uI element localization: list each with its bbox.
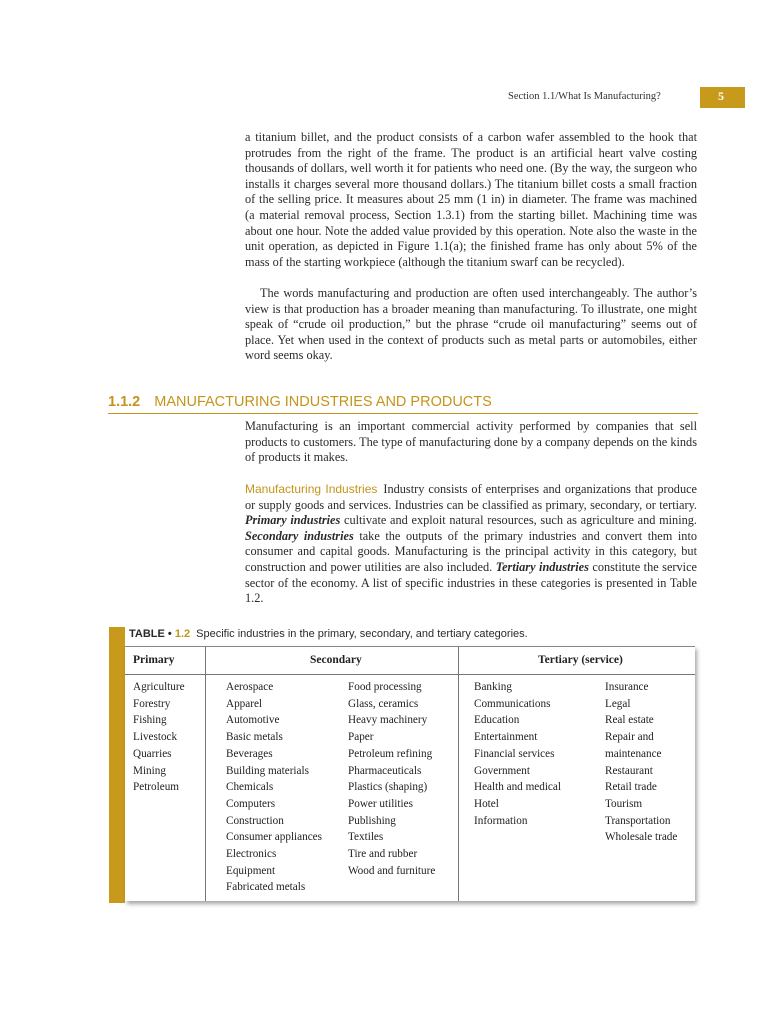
- list-item: Apparel: [226, 697, 263, 710]
- list-item: Heavy machinery: [348, 714, 428, 727]
- table-caption-text: Specific industries in the primary, secondary, and tertiary categories.: [196, 628, 528, 640]
- table-header-rule: [125, 674, 695, 675]
- list-item: Retail trade: [605, 781, 657, 794]
- secondary-industries-list: [348, 679, 435, 879]
- list-item: Beverages: [226, 747, 273, 760]
- key-term: Primary industries: [245, 513, 341, 528]
- section-title: MANUFACTURING INDUSTRIES AND PRODUCTS: [154, 394, 492, 410]
- list-item: Forestry: [133, 697, 171, 710]
- list-item: Livestock: [133, 731, 178, 744]
- list-item: Banking: [474, 681, 512, 693]
- list-item: Pharmaceuticals: [348, 764, 422, 777]
- page-number: 5: [718, 89, 724, 103]
- list-item: Repair and: [605, 731, 654, 744]
- table-header-primary: Primary: [133, 654, 175, 666]
- list-item: Communications: [474, 697, 551, 710]
- list-item: Quarries: [133, 747, 172, 760]
- secondary-industries-list: [226, 679, 322, 896]
- paragraph-text: constitute the service sector of the economy. A list of specific industries in these categories is presented in Table 1.2.: [245, 559, 697, 606]
- list-item: Hotel: [474, 797, 499, 810]
- list-item: Health and medical: [474, 781, 561, 794]
- list-item: Insurance: [605, 681, 649, 693]
- paragraph-text: Industry consists of enterprises and organizations that produce or supply goods and services. Industries can be classified as primary, secondary, or tertiary.: [245, 482, 698, 512]
- list-item: Basic metals: [226, 731, 283, 744]
- list-item: Automotive: [226, 714, 280, 727]
- list-item: Tire and rubber: [348, 848, 418, 861]
- body-paragraph: Manufacturing is an important commercial activity performed by companies that sell products to customers. The type of manufacturing done by a company depends on the kinds of products it makes.: [245, 419, 697, 465]
- list-item: Real estate: [605, 714, 654, 727]
- section-rule: [108, 413, 698, 414]
- list-item: Petroleum refining: [348, 747, 433, 760]
- key-term: Tertiary industries: [495, 559, 589, 574]
- section-number: 1.1.2: [108, 394, 141, 410]
- list-item: Publishing: [348, 814, 396, 827]
- paragraph-text: cultivate and exploit natural resources, such as agriculture and mining.: [340, 513, 697, 528]
- list-item: Information: [474, 814, 528, 827]
- list-item: Plastics (shaping): [348, 781, 428, 794]
- list-item: maintenance: [605, 747, 662, 760]
- list-item: Construction: [226, 814, 284, 827]
- list-item: Government: [474, 764, 530, 777]
- list-item: Chemicals: [226, 781, 274, 794]
- list-item: Financial services: [474, 747, 555, 760]
- running-head: Section 1.1/What Is Manufacturing?: [508, 91, 661, 102]
- list-item: Consumer appliances: [226, 831, 323, 844]
- list-item: Education: [474, 714, 520, 727]
- body-paragraph: The words manufacturing and production are often used interchangeably. The author’s view is that production has a broader meaning than manufacturing. To illustrate, one might speak of “crude oil production,” but the phrase “crude oil manufacturing” seems out of place. Yet when used in the context of products such as metal parts or automobiles, either word seems okay.: [245, 286, 697, 363]
- tertiary-industries-list: [474, 679, 561, 829]
- key-term: Secondary industries: [245, 528, 354, 543]
- list-item: Mining: [133, 764, 166, 777]
- list-item: Electronics: [226, 848, 277, 861]
- industries-paragraph: [245, 482, 697, 607]
- list-item: Fabricated metals: [226, 881, 306, 894]
- table-column-divider: [458, 647, 459, 901]
- table-caption-number: 1.2: [174, 628, 191, 640]
- list-item: Glass, ceramics: [348, 697, 419, 710]
- list-item: Wholesale trade: [605, 831, 678, 844]
- list-item: Building materials: [226, 764, 309, 777]
- primary-industries-list: [133, 679, 185, 796]
- table-header-tertiary: Tertiary (service): [538, 654, 623, 666]
- table-header-secondary: Secondary: [310, 654, 362, 666]
- list-item: Wood and furniture: [348, 864, 436, 877]
- table-accent-bar: [109, 627, 125, 903]
- list-item: Agriculture: [133, 681, 185, 693]
- list-item: Food processing: [348, 681, 422, 693]
- list-item: Petroleum: [133, 781, 179, 794]
- list-item: Restaurant: [605, 764, 653, 777]
- table-column-divider: [205, 647, 206, 901]
- list-item: Fishing: [133, 714, 167, 727]
- list-item: Textiles: [348, 831, 384, 844]
- list-item: Paper: [348, 731, 374, 744]
- paragraph-text: take the outputs of the primary industries and convert them into consumer and capital goods. Manufacturing is the principal activity in this category, but construction and power utilities are also included.: [245, 528, 698, 574]
- list-item: Power utilities: [348, 797, 413, 810]
- table-caption-label: TABLE •: [129, 628, 172, 640]
- list-item: Legal: [605, 697, 631, 710]
- list-item: Transportation: [605, 814, 671, 827]
- runin-heading: Manufacturing Industries: [245, 482, 378, 496]
- section-heading: [108, 394, 698, 410]
- list-item: Entertainment: [474, 731, 538, 744]
- list-item: Aerospace: [226, 681, 274, 693]
- list-item: Computers: [226, 797, 276, 810]
- body-paragraph: a titanium billet, and the product consists of a carbon wafer assembled to the hook that protrudes from the right of the frame. The product is an artificial heart valve costing thousands of dollars, well worth it for patients who need one. (By the way, the surgeon who installs it charges several more thousand dollars.) The titanium billet costs a small fraction of the selling price. It measures about 25 mm (1 in) in diameter. The frame was machined (a material removal process, Section 1.3.1) from the starting billet. Machining time was about one hour. Note the added value provided by this operation. Note also the waste in the unit operation, as depicted in Figure 1.1(a); the finished frame has only about 5% of the mass of the starting workpiece (although the titanium swarf can be recycled).: [245, 130, 697, 269]
- list-item: Tourism: [605, 797, 643, 810]
- tertiary-industries-list: [605, 679, 677, 846]
- table-caption: [129, 628, 528, 640]
- list-item: Equipment: [226, 864, 276, 877]
